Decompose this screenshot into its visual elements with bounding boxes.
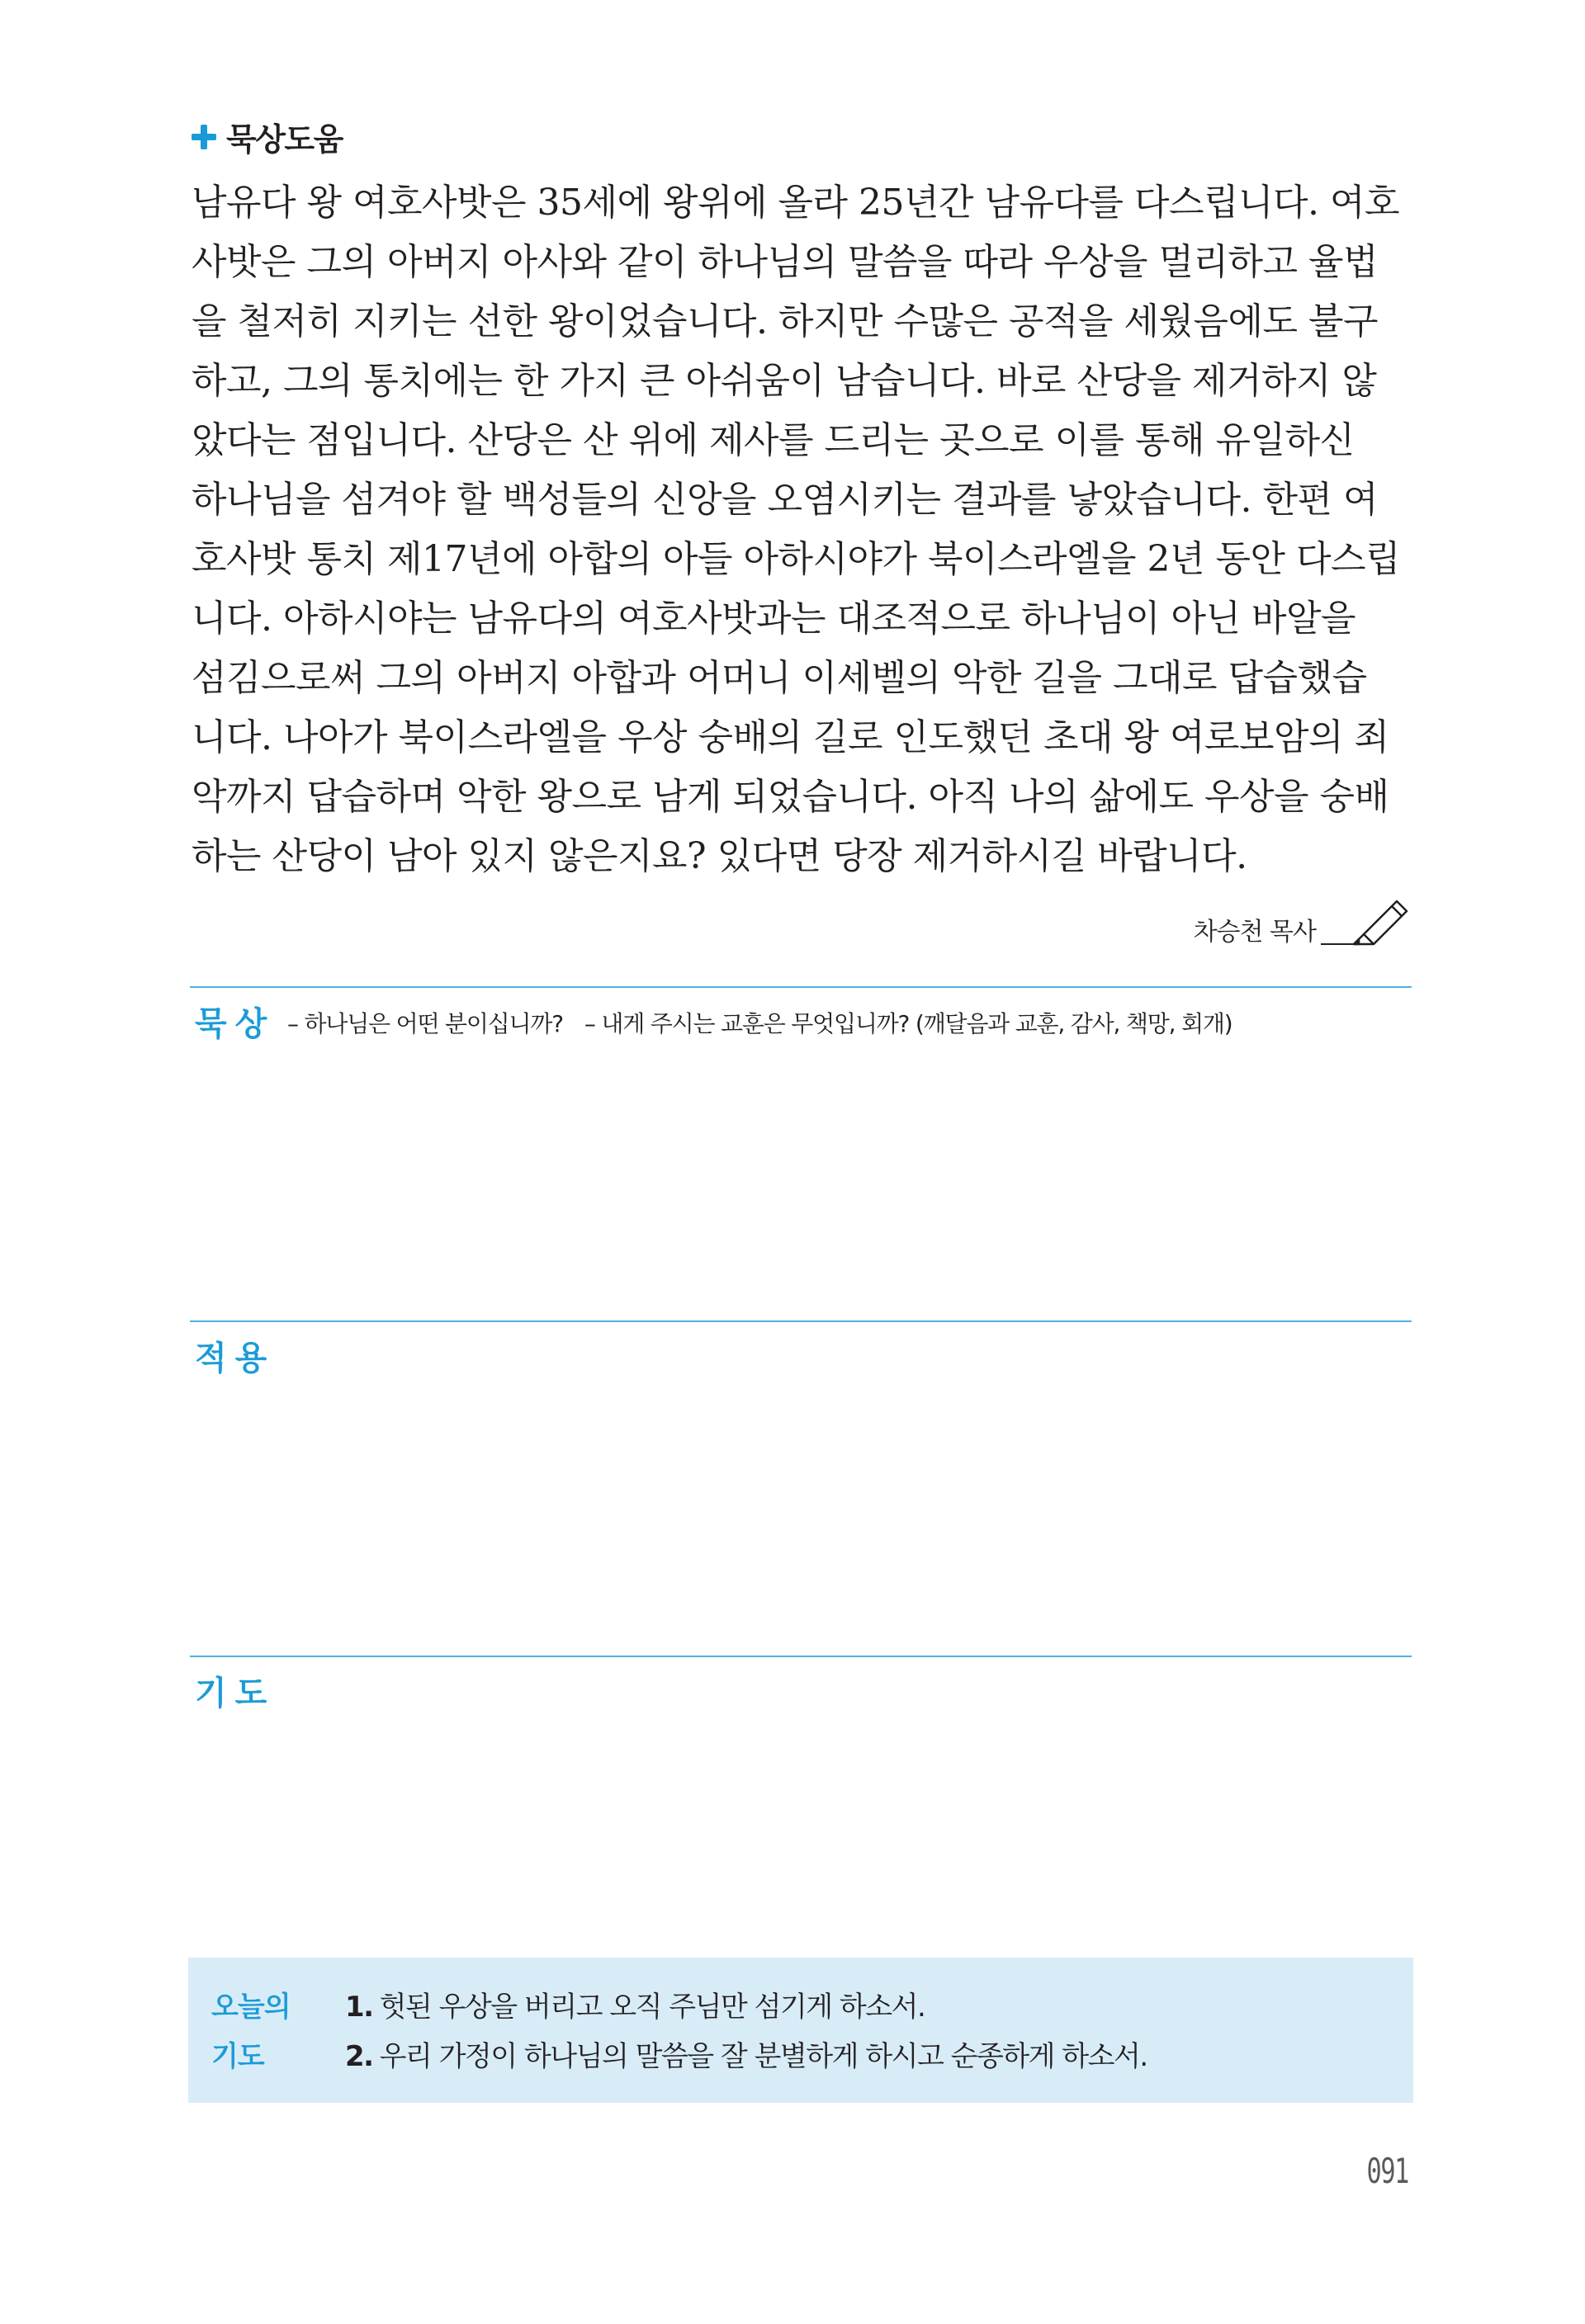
body-line: 하는 산당이 남아 있지 않은지요? 있다면 당장 제거하시길 바랍니다. bbox=[192, 835, 1247, 877]
prayer-section bbox=[190, 1656, 1412, 1938]
prayer-item-text: 우리 가정이 하나님의 말씀을 잘 분별하게 하시고 순종하게 하소서. bbox=[379, 2040, 1147, 2073]
todays-prayer-label-line1: 오늘의 bbox=[211, 1991, 291, 2024]
body-line: 악까지 답습하며 악한 왕으로 남게 되었습니다. 아직 나의 삶에도 우상을 숭배 bbox=[192, 776, 1389, 818]
meditation-section bbox=[190, 986, 1412, 1318]
body-line: 호사밧 통치 제17년에 아합의 아들 아하시야가 북이스라엘을 2년 동안 다스립 bbox=[192, 538, 1400, 580]
body-line: 섬김으로써 그의 아버지 아합과 어머니 이세벨의 악한 길을 그대로 답습했습 bbox=[192, 657, 1367, 699]
application-section bbox=[190, 1320, 1412, 1652]
todays-prayer-label-line2: 기도 bbox=[211, 2040, 264, 2073]
body-line: 남유다 왕 여호사밧은 35세에 왕위에 올라 25년간 남유다를 다스립니다. 여호 bbox=[192, 182, 1399, 224]
prayer-item-number: 2. bbox=[345, 2040, 373, 2073]
pencil-icon bbox=[1321, 898, 1412, 947]
author-signature bbox=[1194, 898, 1412, 947]
list-item bbox=[345, 2032, 1147, 2081]
body-line: 았다는 점입니다. 산당은 산 위에 제사를 드리는 곳으로 이를 통해 유일하신 bbox=[192, 419, 1355, 461]
prayer-item-text: 헛된 우상을 버리고 오직 주님만 섬기게 하소서. bbox=[379, 1991, 925, 2024]
prayer-item-number: 1. bbox=[345, 1991, 373, 2024]
meditation-hint-1: – 하나님은 어떤 분이십니까? bbox=[287, 1010, 563, 1037]
section-header bbox=[192, 114, 343, 159]
body-line: 하나님을 섬겨야 할 백성들의 신앙을 오염시키는 결과를 낳았습니다. 한편 여 bbox=[192, 479, 1378, 521]
body-line: 하고, 그의 통치에는 한 가지 큰 아쉬움이 남습니다. 바로 산당을 제거하지 않 bbox=[192, 360, 1377, 402]
list-item bbox=[345, 1982, 1147, 2032]
author-name: 차승천 목사 bbox=[1193, 918, 1316, 947]
todays-prayer-list bbox=[345, 1982, 1147, 2081]
body-line: 니다. 나아가 북이스라엘을 우상 숭배의 길로 인도했던 초대 왕 여로보암의 죄 bbox=[192, 716, 1389, 758]
body-line: 을 철저히 지키는 선한 왕이었습니다. 하지만 수많은 공적을 세웠음에도 불구 bbox=[192, 300, 1378, 342]
todays-prayer-box bbox=[188, 1958, 1413, 2103]
meditation-title: 묵상 bbox=[195, 1005, 276, 1043]
header-title: 묵상도움 bbox=[226, 121, 343, 158]
body-line: 니다. 아하시야는 남유다의 여호사밧과는 대조적으로 하나님이 아닌 바알을 bbox=[192, 598, 1356, 640]
prayer-title: 기도 bbox=[195, 1675, 276, 1712]
body-line: 사밧은 그의 아버지 아사와 같이 하나님의 말씀을 따라 우상을 멀리하고 율법 bbox=[192, 241, 1378, 283]
application-title: 적용 bbox=[195, 1339, 276, 1377]
todays-prayer-label bbox=[211, 1982, 310, 2081]
meditation-hint bbox=[287, 1006, 1232, 1039]
meditation-hint-2: – 내게 주시는 교훈은 무엇입니까? (깨달음과 교훈, 감사, 책망, 회개) bbox=[584, 1010, 1233, 1037]
plus-icon bbox=[192, 125, 216, 149]
page-number: 091 bbox=[1366, 2151, 1408, 2191]
meditation-help-text bbox=[192, 173, 1413, 886]
